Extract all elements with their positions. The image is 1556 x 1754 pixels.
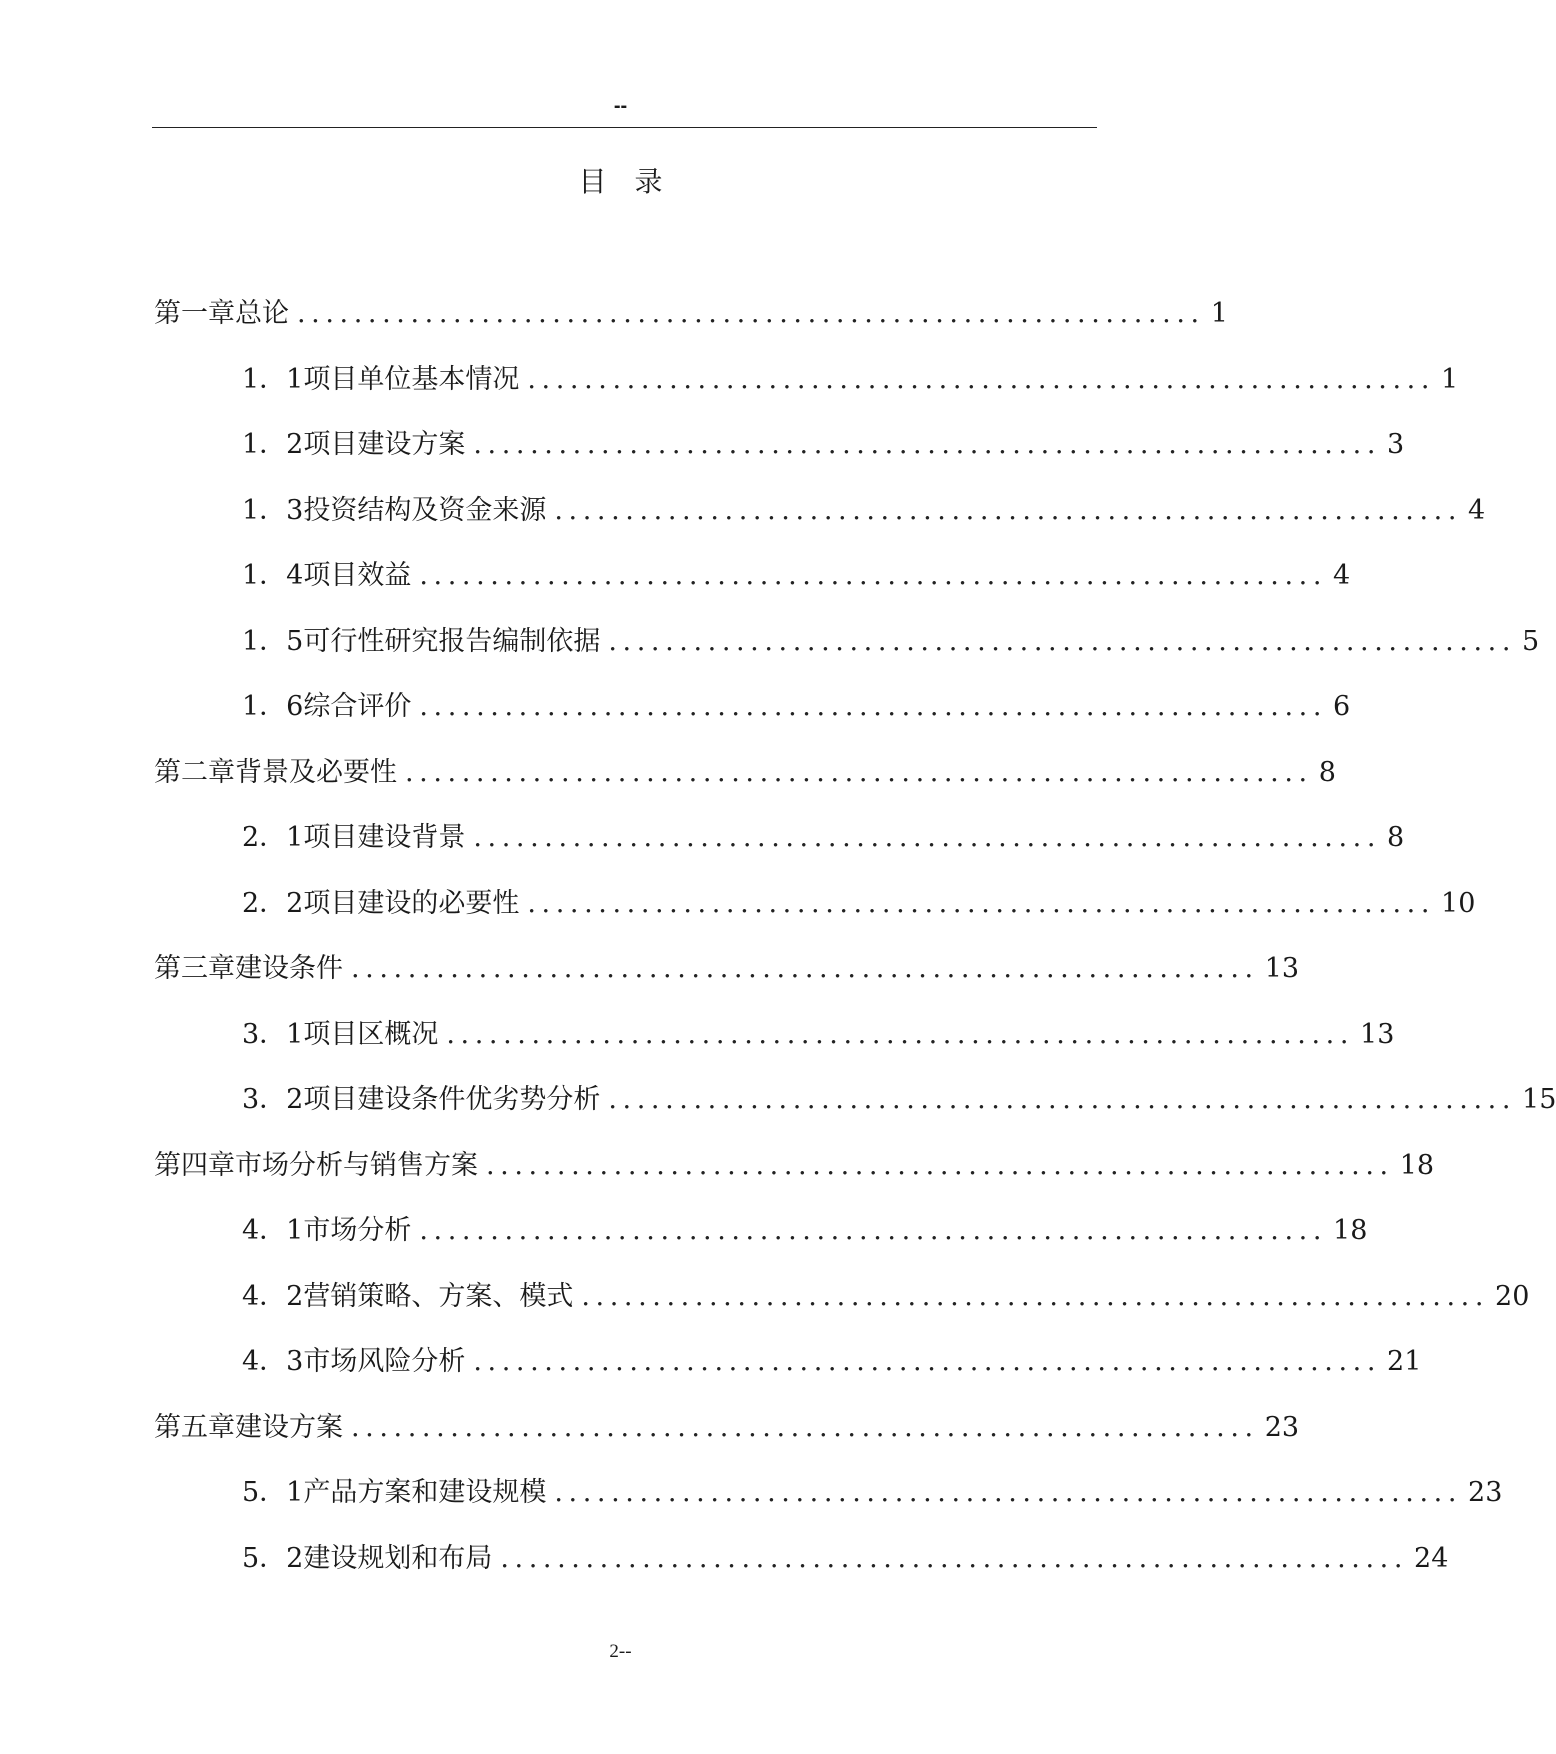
toc-entry-title: 5．2建设规划和布局	[242, 1542, 493, 1574]
toc-dot-leader: ................................................................	[608, 625, 1517, 657]
toc-page-number: 18	[1399, 1149, 1435, 1181]
toc-page-number: 15	[1522, 1084, 1556, 1115]
toc-entry-title: 1．3投资结构及资金来源	[242, 494, 547, 526]
toc-page-number: 4	[1468, 494, 1486, 526]
toc-entry-title: 3．1项目区概况	[242, 1018, 439, 1050]
toc-page-number: 13	[1264, 953, 1300, 984]
toc-entry-title: 1．1项目单位基本情况	[242, 363, 520, 395]
toc-dot-leader: ................................................................	[608, 1084, 1517, 1115]
toc-page-number: 8	[1318, 756, 1336, 788]
toc-dot-leader: ................................................................	[297, 298, 1205, 329]
toc-section-entry[interactable]	[154, 687, 1351, 753]
toc-page-number: 4	[1333, 560, 1351, 591]
toc-dot-leader: ................................................................	[554, 494, 1463, 526]
toc-chapter-entry[interactable]	[154, 294, 1228, 360]
toc-chapter-number: 第五章	[154, 1411, 235, 1443]
toc-entry-title: 5．1产品方案和建设规模	[242, 1477, 547, 1508]
toc-section-entry[interactable]	[154, 1539, 1449, 1605]
table-of-contents	[154, 294, 1556, 1604]
toc-section-entry[interactable]	[154, 622, 1540, 688]
toc-entry-title: 4．2营销策略、方案、模式	[242, 1280, 574, 1312]
toc-section-entry[interactable]	[154, 1342, 1422, 1408]
toc-page-number: 8	[1387, 822, 1405, 853]
toc-dot-leader: ................................................................	[527, 887, 1436, 919]
toc-entry-title: 建设条件	[235, 953, 343, 984]
toc-entry-title: 2．2项目建设的必要性	[242, 887, 520, 919]
toc-dot-leader: ................................................................	[486, 1149, 1394, 1181]
toc-page-number: 1	[1210, 298, 1228, 329]
toc-section-entry[interactable]	[154, 1277, 1530, 1343]
toc-entry-title: 总论	[235, 298, 289, 329]
toc-entry-title: 4．1市场分析	[242, 1215, 412, 1246]
toc-entry-title: 1．5可行性研究报告编制依据	[242, 625, 601, 657]
toc-chapter-entry[interactable]	[154, 753, 1336, 819]
toc-chapter-entry[interactable]	[154, 1146, 1435, 1212]
toc-page-number: 1	[1441, 363, 1459, 395]
header-mark: --	[613, 95, 628, 117]
toc-section-entry[interactable]	[154, 556, 1351, 622]
toc-section-entry[interactable]	[154, 1473, 1503, 1539]
toc-dot-leader: ................................................................	[419, 560, 1328, 591]
toc-page-number: 20	[1495, 1280, 1530, 1312]
toc-section-entry[interactable]	[154, 1015, 1395, 1081]
toc-section-entry[interactable]	[154, 360, 1459, 426]
toc-entry-title: 1．6综合评价	[242, 691, 412, 722]
toc-dot-leader: ................................................................	[419, 691, 1328, 722]
toc-chapter-number: 第一章	[154, 298, 235, 329]
footer-page-number: 2--	[609, 1641, 632, 1662]
toc-section-entry[interactable]	[154, 425, 1405, 491]
toc-section-entry[interactable]	[154, 884, 1476, 950]
toc-dot-leader: ................................................................	[405, 756, 1313, 788]
toc-section-entry[interactable]	[154, 1080, 1556, 1146]
toc-page-number: 23	[1468, 1477, 1503, 1508]
header-rule	[152, 127, 1097, 128]
toc-dot-leader: ................................................................	[500, 1542, 1409, 1574]
toc-chapter-number: 第四章	[154, 1149, 235, 1181]
toc-page-number: 24	[1414, 1542, 1449, 1574]
toc-dot-leader: ................................................................	[473, 822, 1382, 853]
toc-entry-title: 1．2项目建设方案	[242, 429, 466, 460]
toc-dot-leader: ................................................................	[473, 1346, 1382, 1377]
toc-page-number: 21	[1387, 1346, 1422, 1377]
toc-entry-title: 背景及必要性	[235, 756, 397, 788]
toc-page-number: 23	[1264, 1411, 1300, 1443]
toc-chapter-entry[interactable]	[154, 949, 1300, 1015]
toc-section-entry[interactable]	[154, 491, 1486, 557]
toc-entry-title: 1．4项目效益	[242, 560, 412, 591]
toc-dot-leader: ................................................................	[473, 429, 1382, 460]
toc-dot-leader: ................................................................	[554, 1477, 1463, 1508]
toc-section-entry[interactable]	[154, 818, 1405, 884]
toc-entry-title: 3．2项目建设条件优劣势分析	[242, 1084, 601, 1115]
toc-dot-leader: ................................................................	[581, 1280, 1490, 1312]
toc-section-entry[interactable]	[154, 1211, 1368, 1277]
toc-page-number: 5	[1522, 625, 1540, 657]
toc-dot-leader: ................................................................	[351, 1411, 1259, 1443]
toc-entry-title: 建设方案	[235, 1411, 343, 1443]
toc-entry-title: 2．1项目建设背景	[242, 822, 466, 853]
toc-page-number: 10	[1441, 887, 1476, 919]
toc-entry-title: 4．3市场风险分析	[242, 1346, 466, 1377]
toc-dot-leader: ................................................................	[527, 363, 1436, 395]
toc-page-number: 18	[1333, 1215, 1368, 1246]
toc-page-number: 13	[1360, 1018, 1395, 1050]
toc-chapter-number: 第三章	[154, 953, 235, 984]
toc-page-number: 6	[1333, 691, 1351, 722]
toc-dot-leader: ................................................................	[446, 1018, 1355, 1050]
toc-dot-leader: ................................................................	[351, 953, 1259, 984]
page-title: 目录	[578, 165, 691, 198]
toc-dot-leader: ................................................................	[419, 1215, 1328, 1246]
toc-chapter-entry[interactable]	[154, 1408, 1300, 1474]
toc-entry-title: 市场分析与销售方案	[235, 1149, 478, 1181]
toc-page-number: 3	[1387, 429, 1405, 460]
toc-chapter-number: 第二章	[154, 756, 235, 788]
